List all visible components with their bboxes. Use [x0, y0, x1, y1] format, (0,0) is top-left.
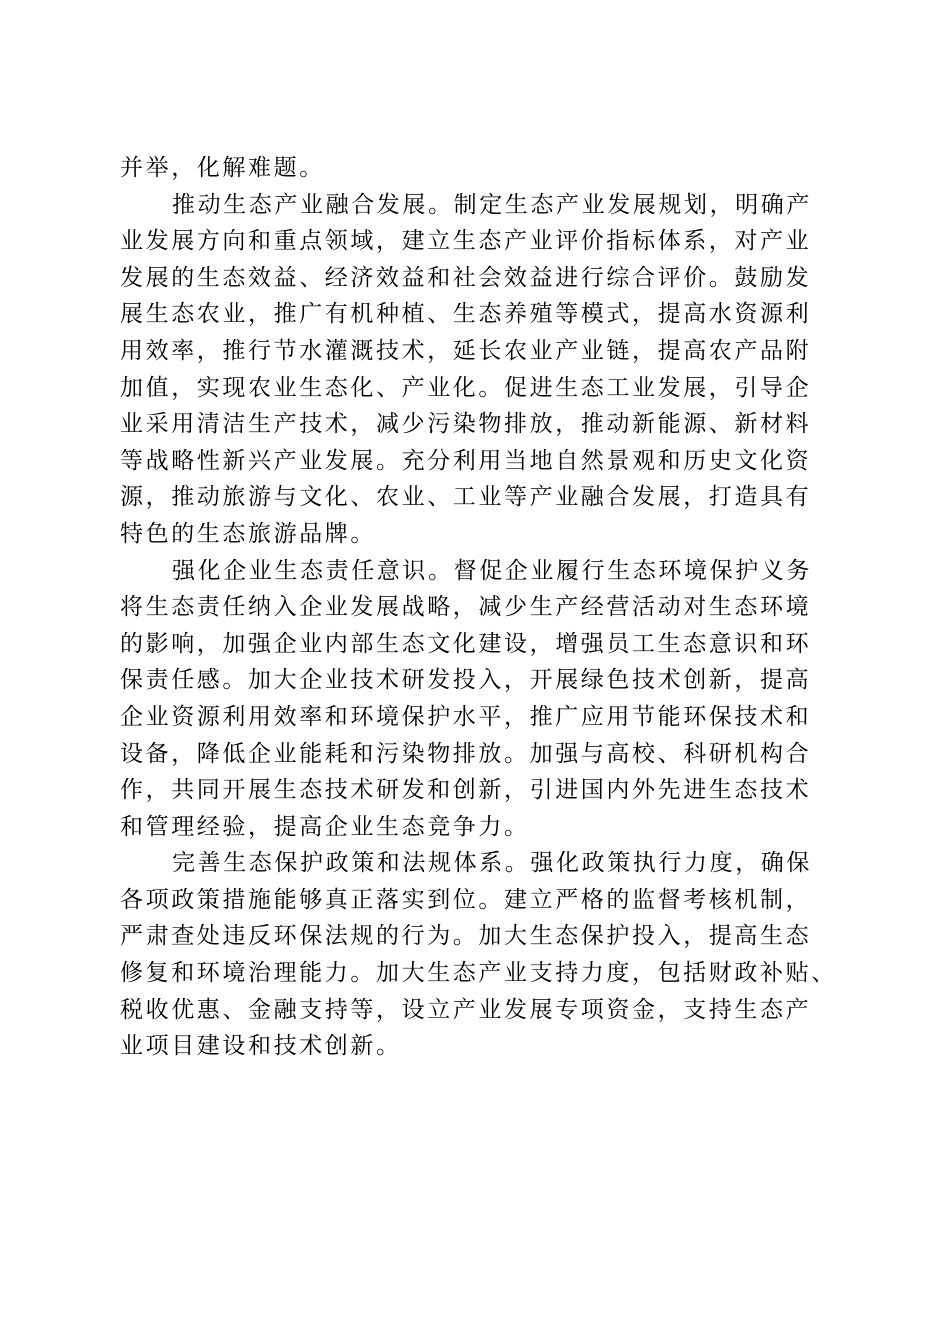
- text-line-19: 和管理经验，提高企业生态竞争力。: [120, 813, 530, 840]
- document-body: [120, 150, 837, 1065]
- text-line-8: 业采用清洁生产技术，减少污染物排放，推动新能源、新材料: [120, 411, 812, 438]
- text-line-21: 各项政策措施能够真正落实到位。建立严格的监督考核机制，: [120, 886, 812, 913]
- text-line-18: 作，共同开展生态技术研发和创新，引进国内外先进生态技术: [120, 777, 812, 804]
- text-line-5: 展生态农业，推广有机种植、生态养殖等模式，提高水资源利: [120, 301, 812, 328]
- text-line-13: 将生态责任纳入企业发展战略，减少生产经营活动对生态环境: [120, 594, 812, 621]
- text-line-6: 用效率，推行节水灌溉技术，延长农业产业链，提高农产品附: [120, 337, 812, 364]
- text-line-12: 强化企业生态责任意识。督促企业履行生态环境保护义务: [172, 557, 812, 584]
- text-line-9: 等战略性新兴产业发展。充分利用当地自然景观和历史文化资: [120, 447, 812, 474]
- text-line-17: 设备，降低企业能耗和污染物排放。加强与高校、科研机构合: [120, 740, 812, 767]
- text-line-3: 业发展方向和重点领域，建立生态产业评价指标体系，对产业: [120, 228, 812, 255]
- text-line-16: 企业资源利用效率和环境保护水平，推广应用节能环保技术和: [120, 703, 812, 730]
- text-line-20: 完善生态保护政策和法规体系。强化政策执行力度，确保: [172, 850, 812, 877]
- text-line-14: 的影响，加强企业内部生态文化建设，增强员工生态意识和环: [120, 630, 812, 657]
- text-line-2: 推动生态产业融合发展。制定生态产业发展规划，明确产: [172, 191, 812, 218]
- text-line-22: 严肃查处违反环保法规的行为。加大生态保护投入，提高生态: [120, 923, 812, 950]
- text-line-25: 业项目建设和技术创新。: [120, 1033, 402, 1060]
- text-line-11: 特色的生态旅游品牌。: [120, 520, 376, 547]
- text-line-23: 修复和环境治理能力。加大生态产业支持力度，包括财政补贴、: [120, 960, 837, 987]
- text-line-1: 并举，化解难题。: [120, 155, 325, 181]
- text-line-4: 发展的生态效益、经济效益和社会效益进行综合评价。鼓励发: [120, 264, 812, 291]
- text-line-24: 税收优惠、金融支持等，设立产业发展专项资金，支持生态产: [120, 996, 812, 1023]
- text-line-7: 加值，实现农业生态化、产业化。促进生态工业发展，引导企: [120, 374, 812, 401]
- text-line-15: 保责任感。加大企业技术研发投入，开展绿色技术创新，提高: [120, 667, 812, 694]
- text-line-10: 源，推动旅游与文化、农业、工业等产业融合发展，打造具有: [120, 484, 812, 511]
